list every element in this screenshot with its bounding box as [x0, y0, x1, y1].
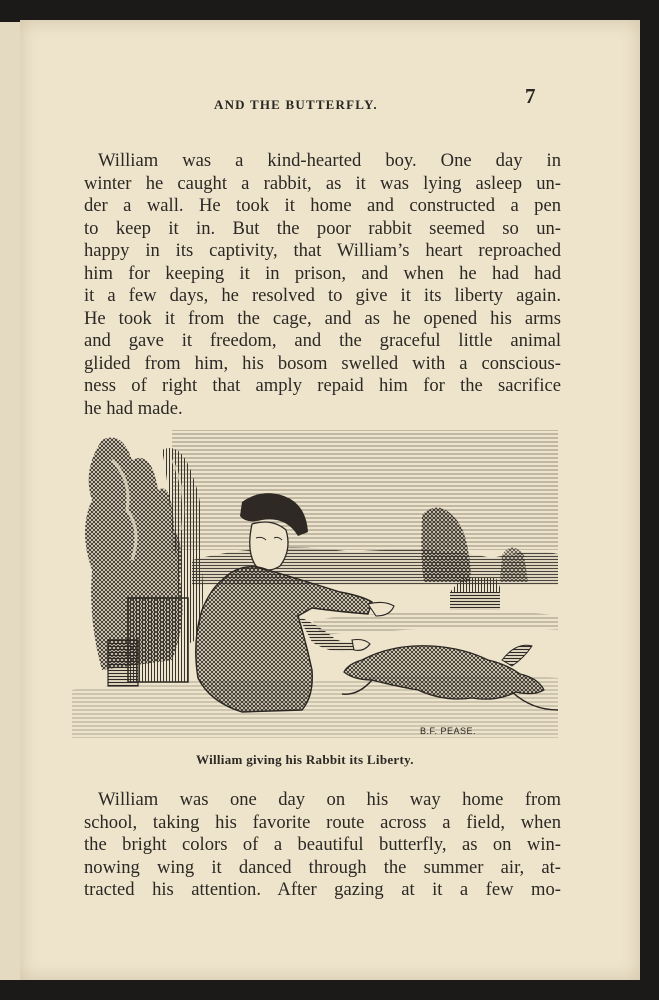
text-line: nowing wing it danced through the summer air, at- — [84, 856, 561, 878]
illustration-caption: William giving his Rabbit its Liberty. — [196, 752, 414, 767]
text-line: William was a kind-hearted boy. One day in — [98, 150, 561, 171]
running-head: AND THE BUTTERFLY. — [214, 97, 378, 112]
text-line: glided from him, his bosom swelled with a conscious- — [84, 352, 561, 374]
text-line: he had made. — [84, 397, 183, 419]
engraving-illustration — [72, 420, 558, 738]
page-number: 7 — [525, 84, 536, 108]
text-line: He took it from the cage, and as he opened his arms — [84, 307, 561, 329]
text-line: winter he caught a rabbit, as it was lying asleep un- — [84, 172, 561, 194]
text-line: him for keeping it in prison, and when he had had — [84, 262, 561, 284]
text-line: to keep it in. But the poor rabbit seemed so un- — [84, 217, 561, 239]
text-line: the bright colors of a beautiful butterfly, as on win- — [84, 834, 561, 855]
facing-page-edge — [0, 22, 21, 980]
text-line: it a few days, he resolved to give it its liberty again. — [84, 285, 561, 306]
text-line: William was one day on his way home from — [98, 789, 561, 810]
text-line: school, taking his favorite route across a field, when — [84, 811, 561, 833]
text-line: der a wall. He took it home and constructed a pen — [84, 195, 561, 216]
text-line: tracted his attention. After gazing at it a few mo- — [84, 879, 561, 900]
text-line: happy in its captivity, that William’s heart reproached — [84, 240, 561, 261]
sky — [172, 430, 558, 550]
text-line: and gave it freedom, and the graceful little animal — [84, 330, 561, 351]
engraver-signature: B.F. PEASE. — [420, 726, 477, 736]
paragraph-1 — [84, 150, 561, 420]
text-line: ness of right that amply repaid him for the sacrifice — [84, 375, 561, 396]
paragraph-2 — [84, 789, 561, 902]
